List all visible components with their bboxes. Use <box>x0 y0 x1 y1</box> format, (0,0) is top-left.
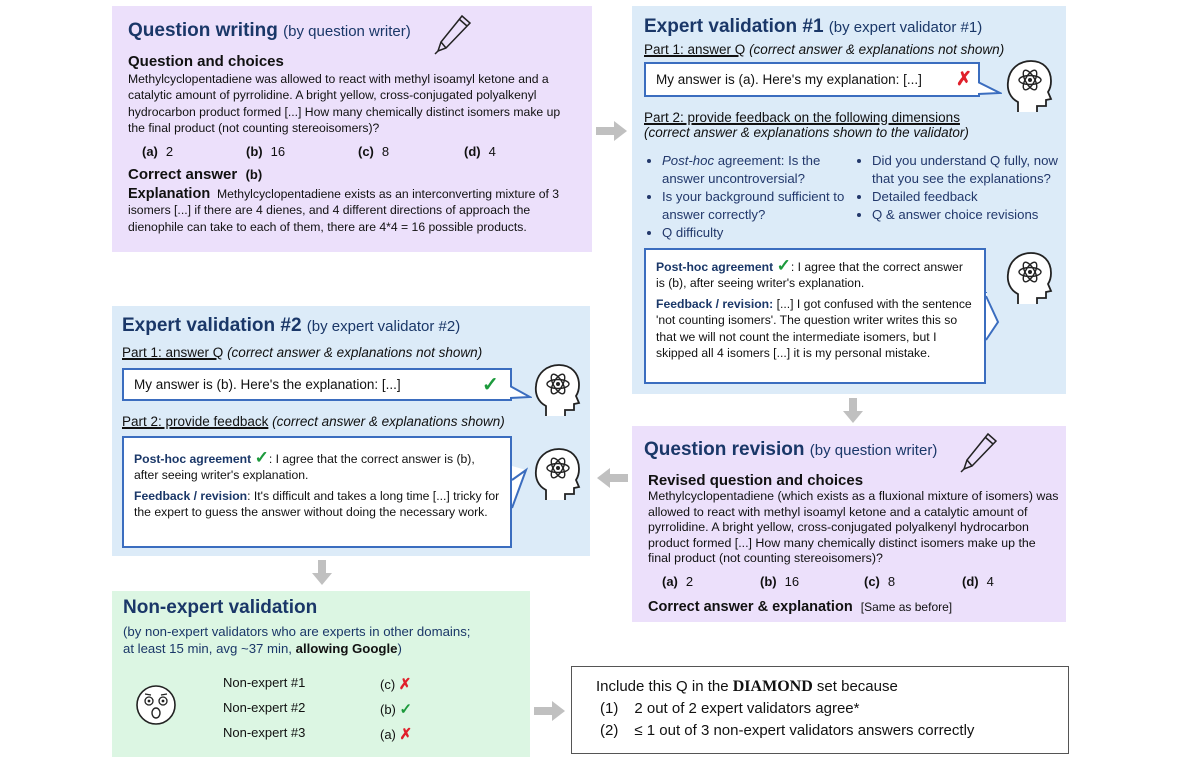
expert-validation-2-title <box>122 315 460 337</box>
dimension-item: • Is your background sufficient to answer correctly? <box>662 188 846 224</box>
panel-title: Question writing <box>128 20 278 41</box>
head-atom-icon <box>1004 58 1054 114</box>
ev2-answer-bubble <box>122 368 512 401</box>
pen-icon <box>958 430 1000 474</box>
bubble-tail <box>984 292 1000 342</box>
ev1-feedback-bubble <box>644 248 986 384</box>
panel-author: (by expert validator #2) <box>306 318 461 335</box>
non-expert-validation-title: Non-expert validation <box>123 597 318 618</box>
diamond-intro: Include this Q in the DIAMOND set because <box>596 678 898 695</box>
expert-validation-1-panel <box>632 6 1066 394</box>
explanation <box>128 186 582 235</box>
panel-author: (by question writer) <box>283 23 411 40</box>
bubble-tail <box>510 466 528 510</box>
panel-title: Expert validation #2 <box>122 315 302 336</box>
ev1-answer-bubble <box>644 62 980 97</box>
revised-question-text: Methylcyclopentadiene (which exists as a fluxional mixture of isomers) was allowed to react with methyl isoamyl ketone and a catalytic amount of pyrrolidine. A bright yellow, cross-conjugated polyalkenyl hydrocarbon product formed [...] How many chemically distinct isomers make up the final product (not counting stereoisomers)? <box>648 489 1059 566</box>
question-revision-title <box>644 439 937 461</box>
head-atom-icon <box>532 362 582 418</box>
correct-answer: Correct answer (b) <box>128 166 263 183</box>
feedback-revision: Feedback / revision: It's difficult and takes a long time [...] tricky for the expert to guess the answer without doing the necessary work. <box>134 489 500 520</box>
non-expert-name: Non-expert #1 <box>223 675 306 690</box>
choice-c: (c) 8 <box>864 574 896 589</box>
arrow-right-icon <box>596 120 628 142</box>
choice-a: (a) 2 <box>662 574 694 589</box>
diamond-criterion: (1) 2 out of 2 expert validators agree* <box>600 700 860 717</box>
question-revision-panel <box>632 426 1066 622</box>
non-expert-description: (by non-expert validators who are experts in other domains; at least 15 min, avg ~37 min, allowing Google) <box>123 624 471 656</box>
ev1-part1: Part 1: answer Q (correct answer & explanations not shown) <box>644 42 1005 57</box>
question-writing-panel <box>112 6 592 252</box>
non-expert-name: Non-expert #3 <box>223 725 306 740</box>
dimension-item: • Detailed feedback <box>872 188 1062 206</box>
answer-text: My answer is (b). Here's the explanation: [...] <box>134 377 401 392</box>
arrow-right-icon <box>534 700 566 722</box>
panel-author: (by expert validator #1) <box>828 19 983 36</box>
expert-validation-1-title <box>644 16 982 38</box>
ev2-part1: Part 1: answer Q (correct answer & explanations not shown) <box>122 345 483 360</box>
explanation-label: Explanation <box>128 186 211 202</box>
bubble-tail <box>510 384 532 400</box>
choice-d: (d) 4 <box>464 144 496 159</box>
expert-validation-2-panel <box>112 306 590 556</box>
non-expert-validation-panel <box>112 591 530 757</box>
wrong-mark: ✗ <box>956 69 972 90</box>
head-atom-icon <box>1004 250 1054 306</box>
head-atom-icon <box>532 446 582 502</box>
post-hoc-agreement: Post-hoc agreement ✓: I agree that the correct answer is (b), after seeing writer's explanation. <box>134 448 475 483</box>
non-expert-answer: (c) ✗ <box>380 676 412 693</box>
arrow-down-icon <box>311 560 333 586</box>
ev1-dimensions-left <box>646 152 846 242</box>
question-text: Methylcyclopentadiene was allowed to react with methyl isoamyl ketone and a catalytic amount of pyrrolidine. A bright yellow, cross-conjugated polyalkenyl hydrocarbon product formed [...] How many chemically distinct isomers make up the final product (not counting stereoisomers)? <box>128 72 561 135</box>
choice-d: (d) 4 <box>962 574 994 589</box>
ev1-dimensions-right <box>856 152 1062 224</box>
revised-question-heading: Revised question and choices <box>648 472 864 489</box>
arrow-left-icon <box>596 467 628 489</box>
non-expert-answer: (a) ✗ <box>380 726 413 743</box>
non-expert-name: Non-expert #2 <box>223 700 306 715</box>
ev2-part2: Part 2: provide feedback (correct answer & explanations shown) <box>122 414 505 429</box>
answer-text: My answer is (a). Here's my explanation: [...] <box>656 72 922 87</box>
pen-icon <box>432 12 474 56</box>
choice-a: (a) 2 <box>142 144 174 159</box>
question-heading: Question and choices <box>128 53 284 70</box>
explanation-text: Methylcyclopentadiene exists as an interconverting mixture of 3 isomers [...] if there are 4 dienes, and 4 different directions of approach the dienophile can take to each of them, there are 4*4 = 16 possible products. <box>128 187 560 234</box>
post-hoc-agreement: Post-hoc agreement ✓: I agree that the correct answer is (b), after seeing writer's explanation. <box>656 256 963 291</box>
feedback-revision: Feedback / revision: [...] I got confused with the sentence 'not counting isomers'. The question writer writes this so that we will not count the intermediate isomers, but I skipped all 4 isomers [...] it is my personal mistake. <box>656 297 972 360</box>
bubble-tail <box>978 80 1002 96</box>
dimension-item: • Q difficulty <box>662 224 846 242</box>
correct-mark: ✓ <box>482 374 499 396</box>
worried-face-icon <box>134 683 178 727</box>
choice-b: (b) 16 <box>760 574 800 589</box>
question-writing-title <box>128 20 411 42</box>
correct-answer-explanation: Correct answer & explanation [Same as before] <box>648 599 953 615</box>
dimension-item: • Q & answer choice revisions <box>872 206 1062 224</box>
choice-b: (b) 16 <box>246 144 286 159</box>
ev1-part2: Part 2: provide feedback on the following dimensions (correct answer & explanations shown to the validator) <box>644 110 969 140</box>
choice-c: (c) 8 <box>358 144 390 159</box>
ev2-feedback-bubble <box>122 436 512 548</box>
diamond-criterion: (2) ≤ 1 out of 3 non-expert validators answers correctly <box>600 722 975 739</box>
arrow-down-icon <box>842 398 864 424</box>
diamond-set-box <box>571 666 1069 754</box>
panel-title: Question revision <box>644 439 805 460</box>
panel-author: (by question writer) <box>809 442 938 459</box>
dimension-item: • Did you understand Q fully, now that you see the explanations? <box>872 152 1062 188</box>
non-expert-answer: (b) ✓ <box>380 701 413 718</box>
dimension-item: • Post-hoc agreement: Is the answer uncontroversial? <box>662 152 846 188</box>
panel-title: Expert validation #1 <box>644 16 824 37</box>
